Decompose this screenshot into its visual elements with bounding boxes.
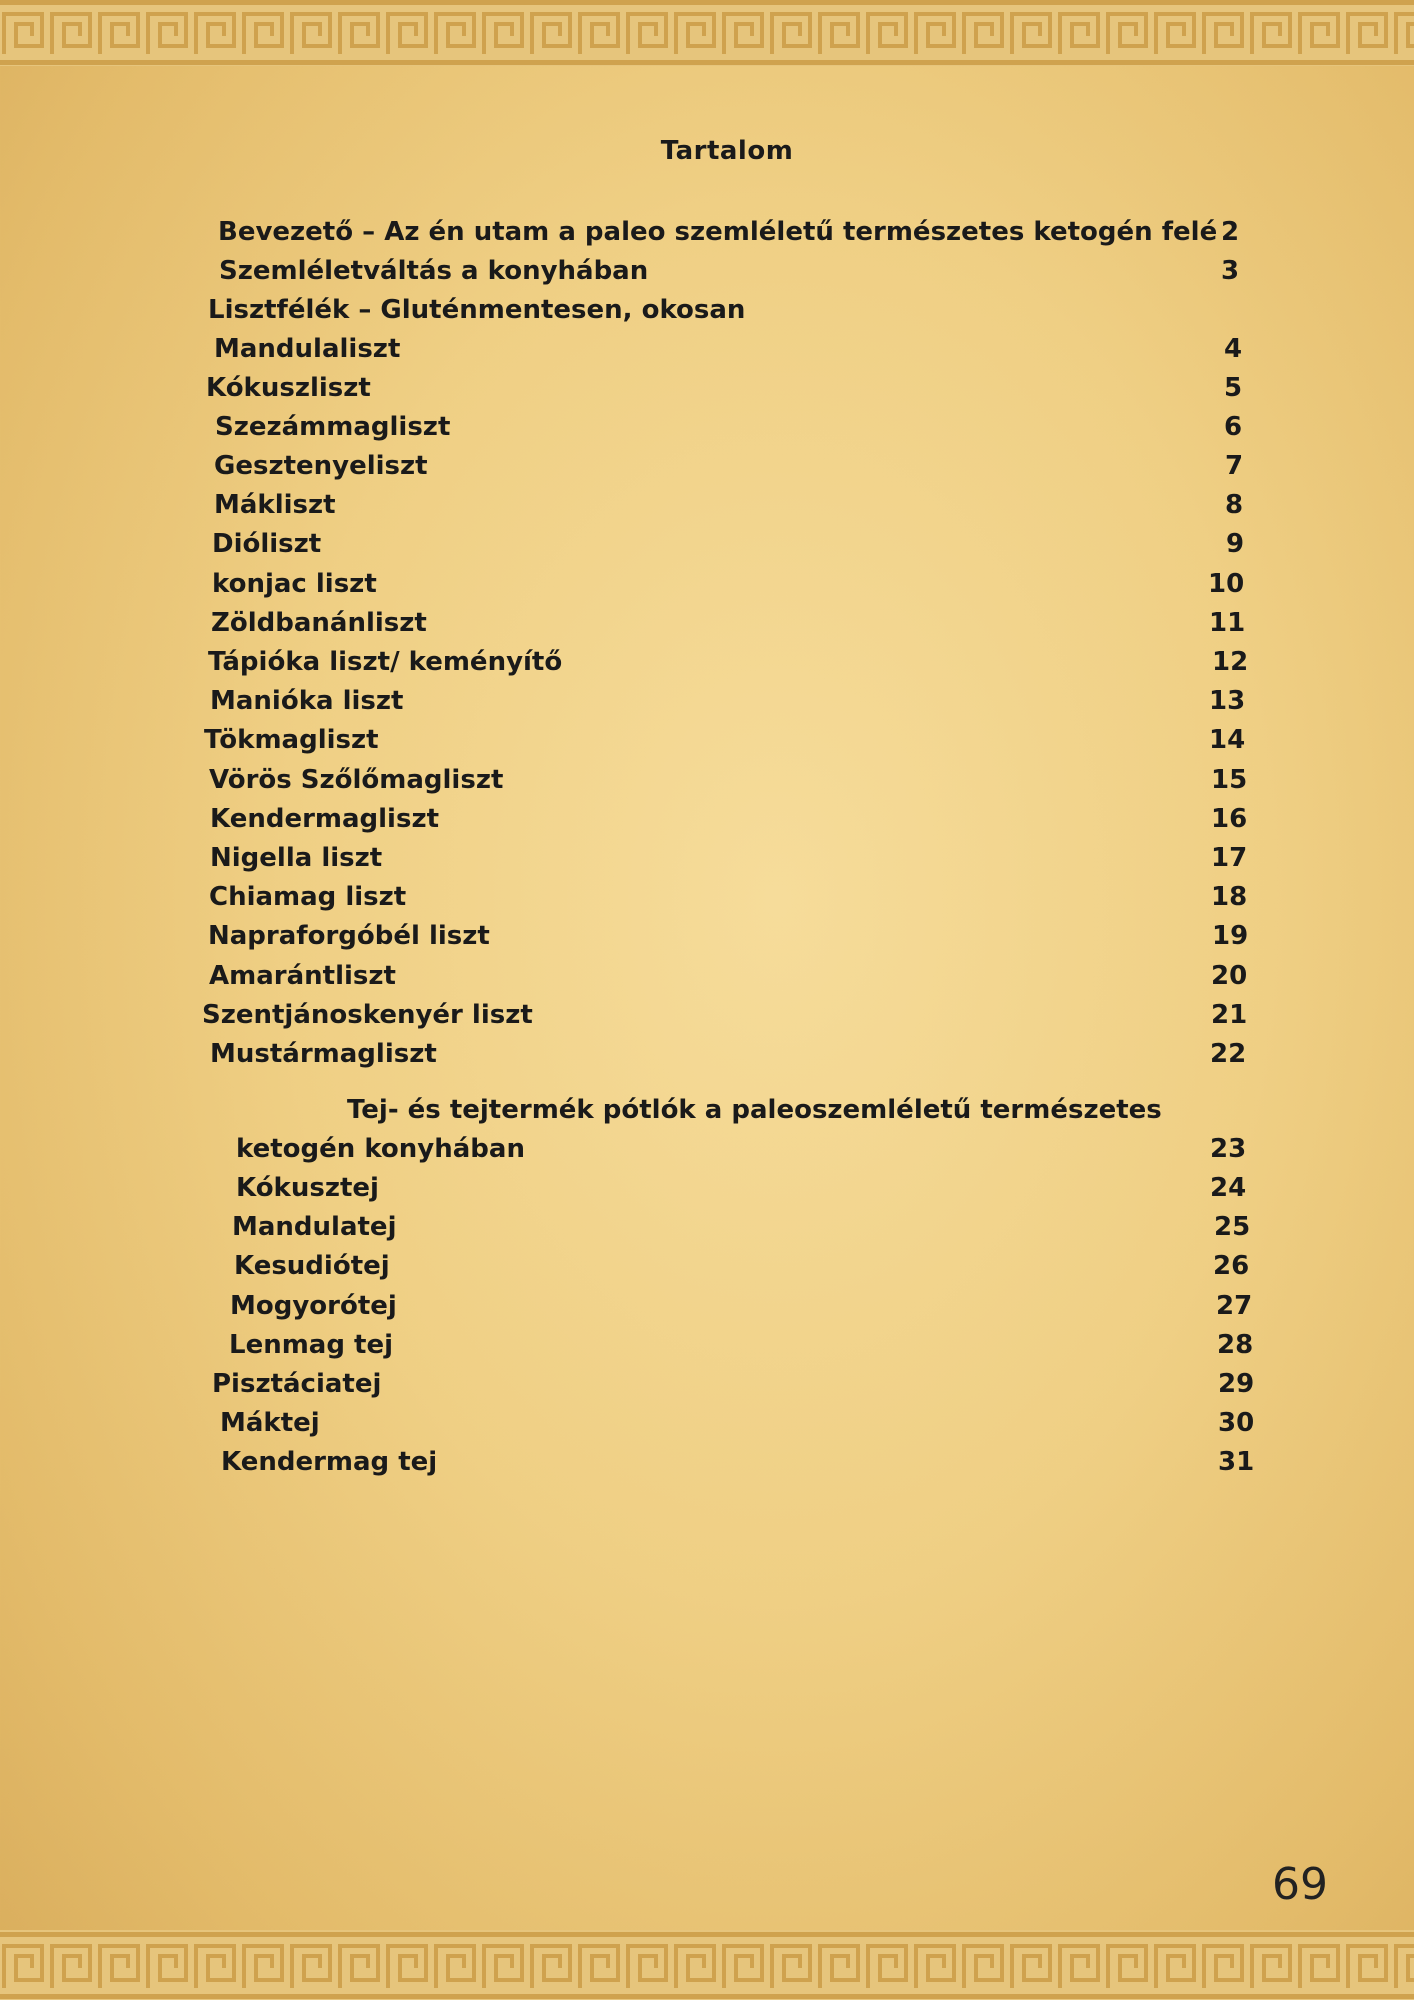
toc-entry-page: 13	[1209, 686, 1246, 716]
toc-entry-label: Kókusztej	[236, 1173, 379, 1203]
toc-entry-page: 15	[1211, 765, 1248, 795]
toc-entry[interactable]	[220, 1405, 1255, 1441]
page-number: 69	[1272, 1859, 1328, 1910]
toc-entry[interactable]	[212, 526, 1245, 562]
toc-entry-page: 25	[1214, 1212, 1251, 1242]
toc-entry[interactable]	[214, 448, 1244, 484]
toc-entry-page: 20	[1211, 961, 1248, 991]
toc-entry[interactable]	[210, 683, 1246, 719]
toc-entry-label: Szentjánoskenyér liszt	[202, 1000, 533, 1030]
toc-entry-label: Kendermag tej	[221, 1447, 438, 1477]
toc-entry-page: 28	[1217, 1330, 1254, 1360]
toc-entry-page: 9	[1226, 529, 1245, 559]
toc-entry-page: 23	[1210, 1134, 1247, 1164]
toc-entry[interactable]	[208, 292, 745, 328]
toc-entry[interactable]	[210, 840, 1248, 876]
toc-entry-label: Napraforgóbél liszt	[208, 921, 490, 951]
toc-entry[interactable]	[236, 1170, 1247, 1206]
toc-entry-label: Amarántliszt	[209, 961, 396, 991]
toc-entry[interactable]	[206, 370, 1243, 406]
toc-entry-label: Nigella liszt	[210, 843, 383, 873]
toc-entry-page: 24	[1210, 1173, 1247, 1203]
toc-entry-page: 8	[1225, 490, 1244, 520]
toc-entry-page: 12	[1212, 647, 1249, 677]
toc-entry[interactable]	[219, 253, 1240, 289]
toc-entry[interactable]	[236, 1131, 1247, 1167]
toc-entry-label: Chiamag liszt	[209, 882, 407, 912]
toc-entry-page: 17	[1211, 843, 1248, 873]
toc-entry[interactable]	[214, 487, 1244, 523]
toc-entry-page: 3	[1221, 256, 1240, 286]
toc-entry-page: 11	[1209, 608, 1246, 638]
toc-entry[interactable]	[232, 1209, 1251, 1245]
toc-entry-label: ketogén konyhában	[236, 1134, 525, 1164]
toc-entry-page: 21	[1211, 1000, 1248, 1030]
toc-entry-page: 5	[1224, 373, 1243, 403]
toc-entry[interactable]	[208, 918, 1249, 954]
toc-entry-label: Vörös Szőlőmagliszt	[209, 765, 504, 795]
toc-entry-label: Szemléletváltás a konyhában	[219, 256, 649, 286]
toc-entry-page: 27	[1216, 1291, 1253, 1321]
toc-entry-label: Lisztfélék – Gluténmentesen, okosan	[208, 295, 746, 325]
toc-entry[interactable]	[218, 214, 1240, 250]
toc-entry[interactable]	[211, 605, 1246, 641]
toc-entry-label: Kesudiótej	[234, 1251, 390, 1281]
toc-entry-page: 18	[1211, 882, 1248, 912]
toc-entry-label: Mustármagliszt	[210, 1039, 437, 1069]
toc-entry-label: Pisztáciatej	[212, 1369, 382, 1399]
toc-entry[interactable]	[208, 644, 1249, 680]
toc-entry-label: Mandulatej	[232, 1212, 397, 1242]
toc-entry[interactable]	[230, 1288, 1253, 1324]
toc-entry-page: 4	[1224, 334, 1243, 364]
toc-entry[interactable]	[204, 722, 1246, 758]
toc-entry-label: konjac liszt	[212, 569, 377, 599]
toc-entry[interactable]	[212, 566, 1245, 602]
toc-entry-label: Bevezető – Az én utam a paleo szemléletű természetes ketogén felé	[218, 217, 1218, 247]
toc-entry-label: Lenmag tej	[229, 1330, 393, 1360]
toc-entry-page: 10	[1208, 569, 1245, 599]
toc-entry[interactable]	[229, 1327, 1254, 1363]
toc-entry[interactable]	[214, 331, 1243, 367]
toc-section-heading	[347, 1092, 1162, 1128]
toc-entry-page: 19	[1212, 921, 1249, 951]
toc-entry[interactable]	[212, 1366, 1255, 1402]
toc-entry-page: 7	[1225, 451, 1244, 481]
toc-entry[interactable]	[221, 1444, 1255, 1480]
toc-entry-page: 6	[1224, 412, 1243, 442]
toc-entry-page: 22	[1210, 1039, 1247, 1069]
toc-entry[interactable]	[209, 762, 1248, 798]
toc-entry-label: Dióliszt	[212, 529, 322, 559]
toc-entry-label: Kókuszliszt	[206, 373, 371, 403]
toc-entry-page: 29	[1218, 1369, 1255, 1399]
toc-entry-label: Mandulaliszt	[214, 334, 401, 364]
toc-entry[interactable]	[202, 997, 1248, 1033]
toc-title: Tartalom	[660, 136, 794, 166]
toc-entry-page: 2	[1221, 217, 1240, 247]
toc-entry-label: Tápióka liszt/ keményítő	[208, 647, 563, 677]
toc-entry[interactable]	[234, 1248, 1250, 1284]
toc-entry[interactable]	[209, 879, 1248, 915]
toc-entry-label: Gesztenyeliszt	[214, 451, 428, 481]
toc-entry[interactable]	[210, 801, 1248, 837]
toc-entry-page: 30	[1218, 1408, 1255, 1438]
toc-entry-page: 26	[1213, 1251, 1250, 1281]
toc-entry-label: Mogyorótej	[230, 1291, 397, 1321]
toc-entry-label: Tej- és tejtermék pótlók a paleoszemléletű természetes	[347, 1095, 1162, 1125]
toc-entry-label: Szezámmagliszt	[215, 412, 451, 442]
toc-entry-page: 14	[1209, 725, 1246, 755]
toc-entry-page: 31	[1218, 1447, 1255, 1477]
greek-key-border-top	[0, 0, 1414, 66]
greek-key-border-bottom	[0, 1930, 1414, 2000]
toc-entry[interactable]	[209, 958, 1248, 994]
toc-entry[interactable]	[215, 409, 1243, 445]
toc-entry-label: Tökmagliszt	[204, 725, 379, 755]
toc-entry-label: Mákliszt	[214, 490, 336, 520]
toc-entry-label: Máktej	[220, 1408, 320, 1438]
toc-entry-label: Manióka liszt	[210, 686, 404, 716]
toc-entry-label: Zöldbanánliszt	[211, 608, 427, 638]
toc-entry[interactable]	[210, 1036, 1247, 1072]
toc-entry-page: 16	[1211, 804, 1248, 834]
toc-entry-label: Kendermagliszt	[210, 804, 440, 834]
